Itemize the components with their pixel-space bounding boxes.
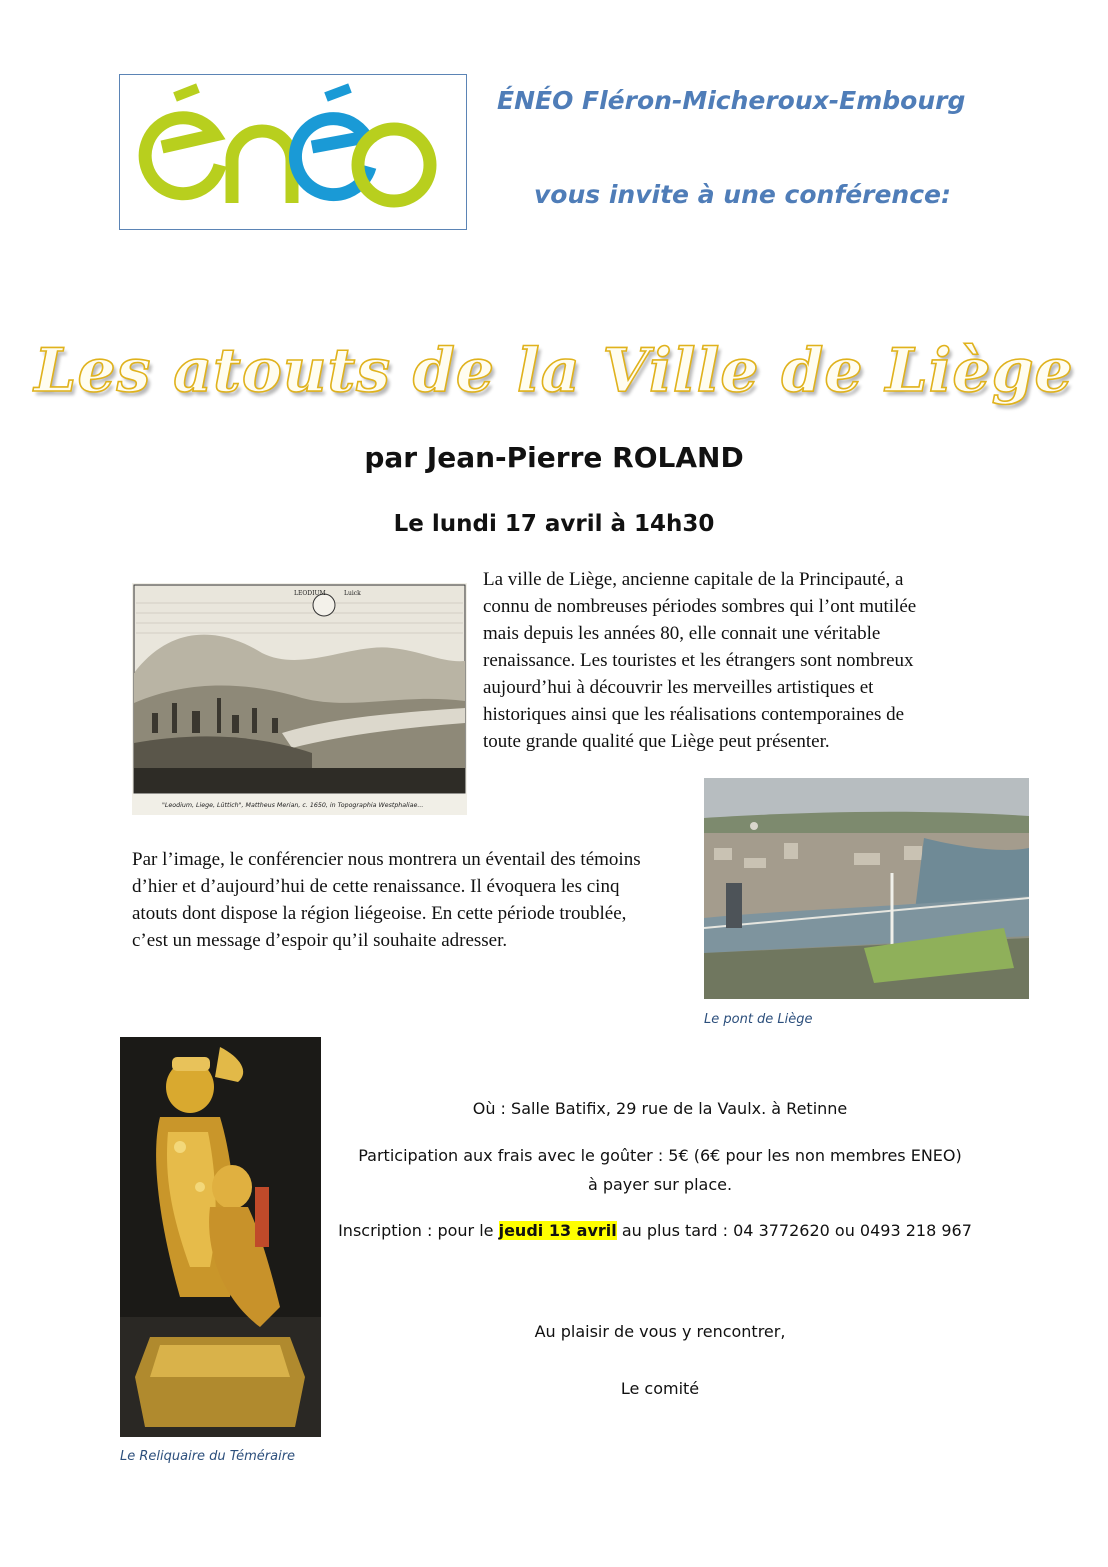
text-line: c’est un message d’espoir qu’il souhaite adresser.	[132, 930, 508, 951]
paragraph-intro	[483, 566, 1043, 755]
text-line: renaissance. Les touristes et les étrangers sont nombreux	[483, 650, 914, 671]
registration-prefix: Inscription : pour le	[338, 1221, 499, 1240]
reliquary-caption: Le Reliquaire du Téméraire	[120, 1449, 296, 1464]
engraving-label-top-right: Luick	[344, 590, 361, 597]
date-line: Le lundi 17 avril à 14h30	[393, 511, 715, 537]
text-line: atouts dont dispose la région liégeoise. En cette période troublée,	[132, 903, 627, 924]
reliquary-photo	[120, 1037, 321, 1437]
registration-line	[320, 1221, 990, 1240]
eneo-logo	[119, 74, 467, 230]
bridge-caption: Le pont de Liège	[704, 1012, 813, 1027]
text-line: connu de nombreuses périodes sombres qui l’ont mutilée	[483, 596, 917, 617]
engraving-label-top: LEODIUM	[294, 590, 326, 597]
text-line: mais depuis les années 80, elle connait une véritable	[483, 623, 881, 644]
text-line: historiques ainsi que les réalisations contemporaines de	[483, 704, 905, 725]
text-line: Par l’image, le conférencier nous montrera un éventail des témoins	[132, 849, 641, 870]
text-line: toute grande qualité que Liège peut présenter.	[483, 731, 830, 752]
registration-contact: au plus tard : 04 3772620 ou 0493 218 967	[616, 1221, 972, 1240]
conference-title: Les atouts de la Ville de Liège	[34, 336, 1074, 406]
closing-line: Au plaisir de vous y rencontrer,	[534, 1322, 786, 1341]
speaker-line: par Jean-Pierre ROLAND	[364, 441, 744, 474]
text-line: d’hier et d’aujourd’hui de cette renaissance. Il évoquera les cinq	[132, 876, 620, 897]
fee-line-payment: à payer sur place.	[587, 1175, 733, 1194]
registration-deadline: jeudi 13 avril	[498, 1221, 617, 1240]
engraving-image	[132, 583, 467, 815]
eneo-logo-graphic	[120, 75, 465, 228]
paragraph-description	[132, 846, 702, 954]
text-line: aujourd’hui à découvrir les merveilles artistiques et	[483, 677, 874, 698]
organisation-name: ÉNÉO Fléron-Micheroux-Embourg	[497, 86, 966, 115]
fee-line: Participation aux frais avec le goûter : 5€ (6€ pour les non membres ENEO)	[358, 1146, 962, 1165]
engraving-caption: "Leodium, Liege, Lüttich", Mattheus Merian, c. 1650, in Topographia Westphaliae...	[162, 802, 424, 809]
invitation-line: vous invite à une conférence:	[534, 180, 952, 209]
signature-line: Le comité	[620, 1379, 700, 1398]
location-line: Où : Salle Batifix, 29 rue de la Vaulx. à Retinne	[472, 1099, 848, 1118]
bridge-photo	[704, 778, 1029, 999]
text-line: La ville de Liège, ancienne capitale de la Principauté, a	[483, 569, 904, 590]
